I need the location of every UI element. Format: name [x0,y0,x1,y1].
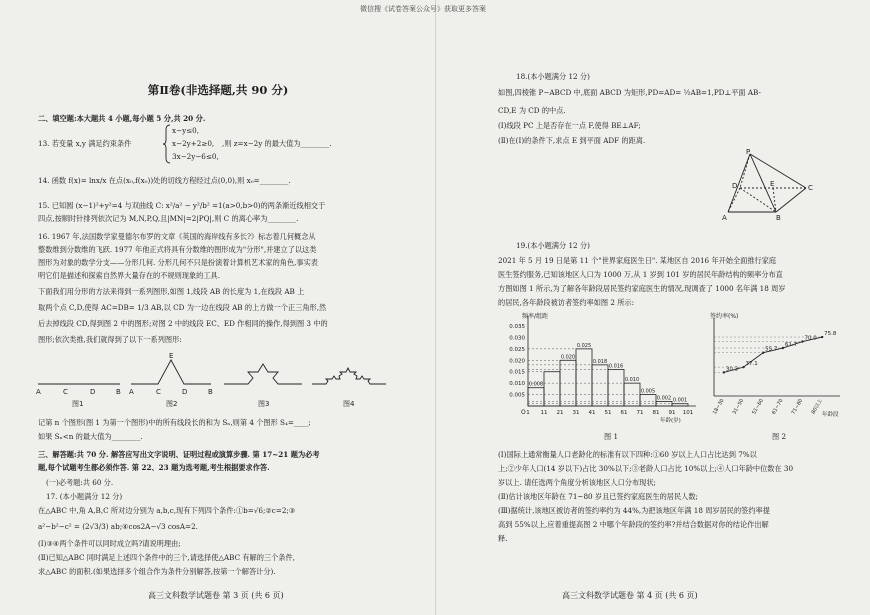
bar-value-label: 0.018 [592,358,608,365]
q13-brace-icon [163,124,171,164]
q18-heading: 18.(本小题满分 12 分) [516,72,590,81]
x-tick-label: 31 [572,410,580,416]
pyramid-label: D [732,182,738,190]
q17-line: a²−b²−c² = (2√3/3) ab;④cos2A−√3 cosA=2. [38,522,198,531]
q19-line: 2021 年 5 月 19 日是第 11 个"世界家庭医生日". 某地区自 2016 年开始全面推行家庭 [498,256,777,265]
q19-line: 医生签约服务,已知该地区人口为 1000 万,从 1 岁到 101 岁的居民年龄结构的频率分布直 [498,270,783,279]
x-tick-label: 101 [682,410,694,416]
q13-question: ,则 z=x−2y 的最大值为________. [222,139,332,148]
q16-line: 图形;依次类推,我们就得到了以下一系列图形: [38,335,182,344]
svg-text:E: E [169,352,174,360]
section-title: 第Ⅱ卷(非选择题,共 90 分) [147,83,289,97]
x-tick-label: 80以上 [810,398,824,416]
right-footer: 高三文科数学试题卷 第 4 页 (共 6 页) [562,591,698,600]
y-tick-label: 0.005 [509,392,525,399]
q13-constraint-1: x−y≤0, [172,126,200,135]
histogram-bar [592,365,608,406]
pyramid-label: E [770,180,775,188]
bar-value-label: 0.002 [656,395,672,402]
q18-line: CD,E 为 CD 的中点. [498,106,566,115]
data-label: 70.0 [804,335,817,342]
q16-after: 如果 Sₙ<n 的最大值为________. [38,432,143,441]
pyramid-label: C [808,184,813,192]
histogram-chart [498,310,708,430]
pyramid-label: A [722,214,727,222]
data-point [782,347,784,349]
fig2-curve [131,360,211,384]
header-note: 微信搜《试卷答案公众号》获取更多答案 [360,5,486,13]
fig-label: 图1 [72,400,84,408]
data-label: 75.8 [824,331,837,338]
q17-line: (Ⅱ)已知△ABC 同时满足上述四个条件中的三个,请选择使△ABC 有解的三个条件, [38,553,295,562]
x-tick-label: 61~70 [770,398,785,416]
x-tick-label: 21 [556,410,564,416]
x-tick-label: 81 [652,410,660,416]
q19-after: 上;②少年人口(14 岁以下)占比 30%以下;③老龄人口占比 10%以上;④人口年龄中位数在 30 [498,464,794,473]
histogram-bar [576,349,592,406]
bar-value-label: 0.016 [608,363,624,370]
histogram-bar [544,372,560,406]
x-tick-label: 1 [526,410,530,416]
q16-line: 16. 1967 年,法国数学家曼德尔布罗的文章《英国的海岸线有多长?》标志着几何概念从 [38,232,316,241]
histogram-bar [640,395,656,406]
q19-after: 岁以上. 请任选两个角度分析该地区人口分布现状; [498,478,656,487]
solve-heading: 题,每个试题考生都必须作答. 第 22、23 题为选考题,考生根据要求作答. [38,463,270,472]
q19-heading: 19.(本小题满分 12 分) [516,241,590,250]
q18-line: (Ⅱ)在(Ⅰ)的条件下,求点 E 到平面 ADF 的距离. [498,136,646,145]
q17-heading: 17. (本小题满分 12 分) [46,492,123,501]
histogram-bar [672,404,688,406]
x-tick-label: 41 [588,410,596,416]
q13-text: 13. 若变量 x,y 满足约束条件 [38,139,132,148]
q17-line: (Ⅰ)③④两个条件可以同时成立吗?请说明理由; [38,539,181,548]
x-axis-label: 年龄(岁) [660,418,681,424]
x-tick-label: 71~80 [790,398,805,416]
q16-line: 后去掉线段 CD,得到图 2 中的图形;对图 2 中的线段 EC、ED 作相同的操作,得到图 3 中的 [38,319,328,328]
data-label: 55.7 [765,346,778,353]
q16-line: 明它们是描述和探索自然界大量存在的不规则现象的工具. [38,271,220,280]
bar-value-label: 0.025 [576,342,592,349]
pyramid-label: P [746,148,751,156]
x-tick-label: 18~30 [711,398,726,416]
x-tick-label: 91 [668,410,676,416]
q16-line: 图形为对象的数学分支——分形几何. 分形几何不只是扮演着计算机艺术家的角色,事实表 [38,258,318,267]
pyramid-figure [722,148,834,226]
x-tick-label: 71 [636,410,644,416]
x-tick-label: 51~60 [751,398,765,416]
q18-line: (Ⅰ)线段 PC 上是否存在一点 F,使得 BE⊥AF; [498,121,641,130]
pyramid-label: B [776,214,781,222]
bar-value-label: 0.005 [640,388,656,395]
svg-text:D: D [90,388,96,396]
y-tick-label: 0.020 [509,358,525,365]
q16-line: 取两个点 C,D,使得 AC=DB= 1/3 AB,以 CD 为一边在线段 AB 的上方做一个正三角形,然 [38,303,327,312]
x-tick-label: 61 [620,410,628,416]
fill-in-heading: 二、填空题:本大题共 4 小题,每小题 5 分,共 20 分. [38,114,206,123]
q19-after: 高到 55%以上,应着重提高图 2 中哪个年龄段的签约率?并结合数据对你的结论作出解 [498,520,769,529]
left-footer: 高三文科数学试题卷 第 3 页 (共 6 页) [148,591,284,600]
q16-after: 记第 n 个图形(图 1 为第一个图形)中的所有线段长的和为 Sₙ,则第 4 个图形 S₄=____; [38,418,311,427]
y-tick-label: 0.030 [509,335,525,342]
q19-after: 释. [498,534,508,543]
fig2-caption: 图 2 [772,432,787,441]
q19-line: 的居民,各年龄段被访者签约率如图 2 所示: [498,298,635,307]
q14-text: 14. 函数 f(x)= lnx/x 在点(x₀,f(x₀))处的切线方程经过点(0,0),则 x₀=________. [38,176,291,185]
fig-label: 图4 [343,400,355,408]
fractal-figures [36,352,431,412]
q19-after: (Ⅱ)估计该地区年龄在 71~80 岁且已签约家庭医生的居民人数; [498,492,698,501]
data-label: 30.3 [725,366,739,373]
q18-line: 如图,四棱锥 P−ABCD 中,底面 ABCD 为矩形,PD=AD= ½AB=1,PD⊥平面 AB- [498,88,761,97]
q19-after: (Ⅲ)据统计,该地区被访者的签约率约为 44%,为把该地区年满 18 周岁居民的签约率提 [498,506,770,515]
histogram-bar [528,388,544,406]
must-answer: (一)必考题:共 60 分. [46,478,114,487]
q19-line: 方图如图 1 所示,为了解各年龄段居民签约家庭医生的情况,现调查了 1000 名年满 18 周岁 [498,284,786,293]
y-axis-label: 签约率(%) [710,313,739,320]
fig4-curve [312,368,386,384]
q17-line: 求△ABC 的面积.(如果选择多个组合作为条件分别解答,按第一个解答计分). [38,567,276,576]
svg-text:A: A [129,388,134,396]
y-tick-label: 0.015 [509,369,525,376]
svg-text:D: D [182,388,188,396]
q17-line: 在△ABC 中,角 A,B,C 所对边分别为 a,b,c,现有下列四个条件:①b=√6;②c=2;③ [38,506,296,515]
right-page [436,0,870,615]
q13-constraint-2: x−2y+2≥0, [172,139,215,148]
svg-text:B: B [116,388,121,396]
origin-label: O [521,409,526,416]
y-tick-label: 0.025 [509,346,525,353]
x-axis-label: 年龄段 [822,412,839,418]
x-tick-label: 51 [604,410,612,416]
q15-line-1: 15. 已知圆 (x−1)²+y²=4 与双曲线 C: x²/a² − y²/b² =1(a>0,b>0)的两条渐近线相交于 [38,201,326,210]
x-tick-label: 31~50 [731,398,746,416]
bar-value-label: 0.008 [528,381,544,388]
svg-text:A: A [36,388,41,396]
bar-value-label: 0.020 [560,354,576,361]
y-tick-label: 0.035 [509,324,525,330]
q19-after: (Ⅰ)国际上通常衡量人口老龄化的标准有以下四种:①60 岁以上人口占比达到 7%以 [498,450,757,459]
q16-line: 下面我们用分形的方法来得到一系列图形,如图 1,线段 AB 的长度为 1,在线段 AB 上 [38,287,305,296]
fig-label: 图3 [258,400,270,408]
svg-text:C: C [63,388,68,396]
y-tick-label: 0.010 [509,381,525,388]
y-axis-label: 频率/组距 [522,313,549,320]
svg-text:B: B [208,388,213,396]
data-label: 61.7 [784,342,798,349]
svg-text:C: C [156,388,161,396]
bar-value-label: 0.010 [624,377,640,384]
fig-label: 图2 [166,400,178,408]
data-label: 37.1 [745,361,758,368]
histogram-bar [608,369,624,406]
solve-heading: 三、解答题:共 70 分. 解答应写出文字说明、证明过程或演算步骤. 第 17~21 题为必考 [38,450,320,459]
q15-line-2: 四点,按顺时针排列依次记为 M,N,P,Q,且|MN|=2|PQ|,则 C 的离心率为________. [38,214,299,223]
signing-rate-chart [698,310,858,430]
x-tick-label: 11 [540,410,548,416]
q16-line: 整数维到分数维的飞跃. 1977 年他正式将具有分数维的图形成为"分形",并建立了以这类 [38,245,317,254]
data-point [821,336,823,338]
fig3-curve [224,364,302,384]
bar-value-label: 0.001 [672,397,688,404]
q13-constraint-3: 3x−2y−6≤0, [172,152,219,161]
fig1-caption: 图 1 [604,432,619,441]
